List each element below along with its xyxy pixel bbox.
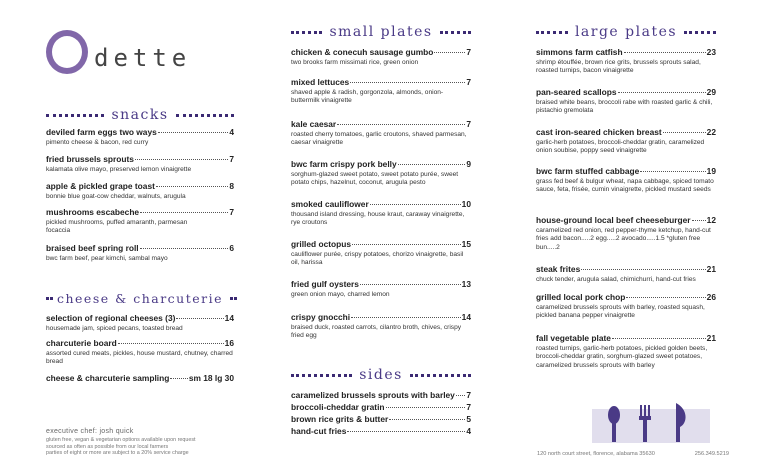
phone: 256.349.5219: [694, 451, 729, 457]
side-item: [291, 426, 471, 436]
item-desc: shaved apple & radish, gorgonzola, almonds, onion-buttermilk vinaigrette: [291, 89, 444, 105]
item-price: 7: [229, 154, 234, 164]
sides-header: [291, 367, 471, 383]
cheese-title: cheese & charcuterie: [56, 291, 224, 306]
item-price: 10: [461, 199, 471, 209]
item-name: hand-cut fries: [291, 426, 347, 436]
item-price: 9: [466, 159, 471, 169]
item-price: 21: [706, 264, 716, 274]
menu-item: [291, 199, 471, 228]
item-desc: braised white beans, broccoli rabe with roasted garlic & chili, pistachio gremolata: [536, 99, 713, 115]
menu-item: [46, 154, 234, 174]
item-price: 6: [229, 243, 234, 253]
menu-item: [536, 166, 716, 195]
item-name: grilled local pork chop: [536, 292, 626, 302]
menu-item: [536, 292, 716, 321]
item-name: chicken & conecuh sausage gumbo: [291, 47, 434, 57]
menu-item: [536, 47, 716, 76]
item-name: fried gulf oysters: [291, 279, 359, 289]
item-name: apple & pickled grape toast: [46, 181, 155, 191]
item-price: 7: [466, 390, 471, 400]
small-plates-title: small plates: [329, 24, 433, 40]
menu-item: [291, 119, 471, 148]
item-name: mushrooms escabeche: [46, 207, 140, 217]
menu-item: [46, 181, 234, 201]
menu-item: [536, 264, 716, 284]
item-price: 5: [466, 414, 471, 424]
menu-item: [291, 47, 471, 67]
side-item: [291, 414, 471, 424]
item-desc: caramelized brussels sprouts with barley, roasted squash, pickled banana pepper vinaigrette: [536, 304, 705, 320]
item-name: deviled farm eggs two ways: [46, 127, 157, 137]
menu-item: [46, 373, 234, 383]
item-price: 26: [706, 292, 716, 302]
item-desc: two brooks farm missimati rice, green onion: [291, 59, 419, 66]
item-desc: shrimp étouffée, brown rice grits, brussels sprouts salad, roasted turnips, bacon vinaigrette: [536, 59, 701, 75]
item-desc: garlic-herb potatoes, broccoli-cheddar gratin, caramelized onion soubise, poppy seed vinaigrette: [536, 139, 705, 155]
cutlery-illustration: [592, 393, 710, 445]
item-price: 19: [706, 166, 716, 176]
item-name: fall vegetable plate: [536, 333, 611, 343]
item-name: crispy gnocchi: [291, 312, 351, 322]
large-plates-title: large plates: [574, 24, 678, 40]
menu-item: [46, 127, 234, 147]
item-name: fried brussels sprouts: [46, 154, 134, 164]
item-price: 29: [706, 87, 716, 97]
item-price: 15: [461, 239, 471, 249]
item-price: 21: [706, 333, 716, 343]
item-price: sm 18 lg 30: [188, 373, 234, 383]
chef-line: executive chef: josh quick: [46, 428, 134, 435]
menu-item: [536, 333, 716, 370]
side-item: [291, 390, 471, 400]
item-name: bwc farm crispy pork belly: [291, 159, 397, 169]
chef-info: [46, 428, 236, 457]
item-price: 4: [229, 127, 234, 137]
menu-item: [291, 159, 471, 188]
item-name: brown rice grits & butter: [291, 414, 389, 424]
item-price: 8: [229, 181, 234, 191]
item-desc: caramelized red onion, red pepper-thyme ketchup, hand-cut fries add bacon.....2 egg.....2 avocado.....1.5 *gluten free bun.....2: [536, 227, 711, 251]
item-name: smoked cauliflower: [291, 199, 369, 209]
item-price: 22: [706, 127, 716, 137]
item-price: 14: [461, 312, 471, 322]
item-desc: assorted cured meats, pickles, house mustard, chutney, charred bread: [46, 350, 233, 366]
menu-item: [536, 127, 716, 156]
item-desc: sorghum-glazed sweet potato, sweet potato purée, sweet potato chips, hazelnut, coconut, arugula pesto: [291, 171, 459, 187]
item-price: 12: [706, 215, 716, 225]
item-price: 14: [224, 313, 234, 323]
item-name: grilled octopus: [291, 239, 352, 249]
item-price: 23: [706, 47, 716, 57]
item-desc: bonnie blue goat-cow cheddar, walnuts, arugula: [46, 193, 186, 200]
item-name: steak frites: [536, 264, 581, 274]
item-desc: bwc farm beef, pear kimchi, sambal mayo: [46, 255, 168, 262]
item-name: cast iron-seared chicken breast: [536, 127, 662, 137]
item-name: cheese & charcuterie sampling: [46, 373, 170, 383]
item-desc: roasted turnips, garlic-herb potatoes, pickled golden beets, broccoli-cheddar gratin, sorghum-glazed sweet potatoes, caramelized brussels sprouts with barley: [536, 345, 708, 369]
menu-item: [46, 243, 234, 263]
item-desc: housemade jam, spiced pecans, toasted bread: [46, 325, 183, 332]
item-name: kale caesar: [291, 119, 337, 129]
item-desc: pimento cheese & bacon, red curry: [46, 139, 149, 146]
side-item: [291, 402, 471, 412]
item-desc: chuck tender, arugula salad, chimichurri, hand-cut fries: [536, 276, 696, 283]
snacks-title: snacks: [111, 107, 169, 123]
menu-item: [536, 87, 716, 116]
menu-item: [46, 207, 234, 236]
item-name: charcuterie board: [46, 338, 117, 348]
item-price: 7: [466, 402, 471, 412]
large-plates-header: [536, 24, 716, 40]
menu-item: [291, 239, 471, 268]
item-desc: braised duck, roasted carrots, cilantro broth, chives, crispy fried egg: [291, 324, 462, 340]
item-price: 7: [466, 47, 471, 57]
item-name: caramelized brussels sprouts with barley: [291, 390, 455, 400]
menu-item: [46, 313, 234, 333]
sides-title: sides: [359, 367, 403, 383]
item-desc: cauliflower purée, crispy potatoes, chorizo vinaigrette, basil oil, harissa: [291, 251, 464, 267]
item-price: 16: [224, 338, 234, 348]
menu-item: [46, 338, 234, 367]
item-price: 7: [466, 77, 471, 87]
chef-notes: gluten free, vegan & vegetarian options available upon request sourced as often as possible from our local farmers parties of eight or more are subject to a 20% service charge: [46, 437, 196, 457]
item-desc: kalamata olive mayo, preserved lemon vinaigrette: [46, 166, 192, 173]
odette-logo: [46, 30, 206, 80]
item-name: bwc farm stuffed cabbage: [536, 166, 640, 176]
item-name: pan-seared scallops: [536, 87, 617, 97]
menu-item: [291, 77, 471, 106]
item-name: house-ground local beef cheeseburger: [536, 215, 691, 225]
item-desc: roasted cherry tomatoes, garlic croutons, shaved parmesan, caesar vinaigrette: [291, 131, 467, 147]
address: 120 north court street, florence, alabama 35630: [537, 451, 655, 457]
item-name: selection of regional cheeses (3): [46, 313, 176, 323]
item-price: 13: [461, 279, 471, 289]
item-price: 4: [466, 426, 471, 436]
logo-o-mark: [46, 30, 88, 74]
item-name: broccoli-cheddar gratin: [291, 402, 385, 412]
menu-item: [536, 215, 716, 252]
footer: [537, 451, 729, 457]
snacks-header: [46, 107, 234, 123]
item-desc: grass fed beef & bulgur wheat, napa cabbage, spiced tomato sauce, feta, frisée, cumin vinaigrette, pickled mustard seeds: [536, 178, 714, 194]
menu-item: [291, 312, 471, 341]
item-name: simmons farm catfish: [536, 47, 623, 57]
small-plates-header: [291, 24, 471, 40]
item-desc: green onion mayo, charred lemon: [291, 291, 390, 298]
item-price: 7: [229, 207, 234, 217]
item-price: 7: [466, 119, 471, 129]
cheese-header: [46, 291, 234, 306]
logo-text: dette: [94, 44, 192, 72]
menu-item: [291, 279, 471, 299]
item-desc: thousand island dressing, house kraut, caraway vinaigrette, rye croutons: [291, 211, 465, 227]
item-name: braised beef spring roll: [46, 243, 139, 253]
item-name: mixed lettuces: [291, 77, 350, 87]
item-desc: pickled mushrooms, puffed amaranth, parmesan focaccia: [46, 219, 188, 235]
